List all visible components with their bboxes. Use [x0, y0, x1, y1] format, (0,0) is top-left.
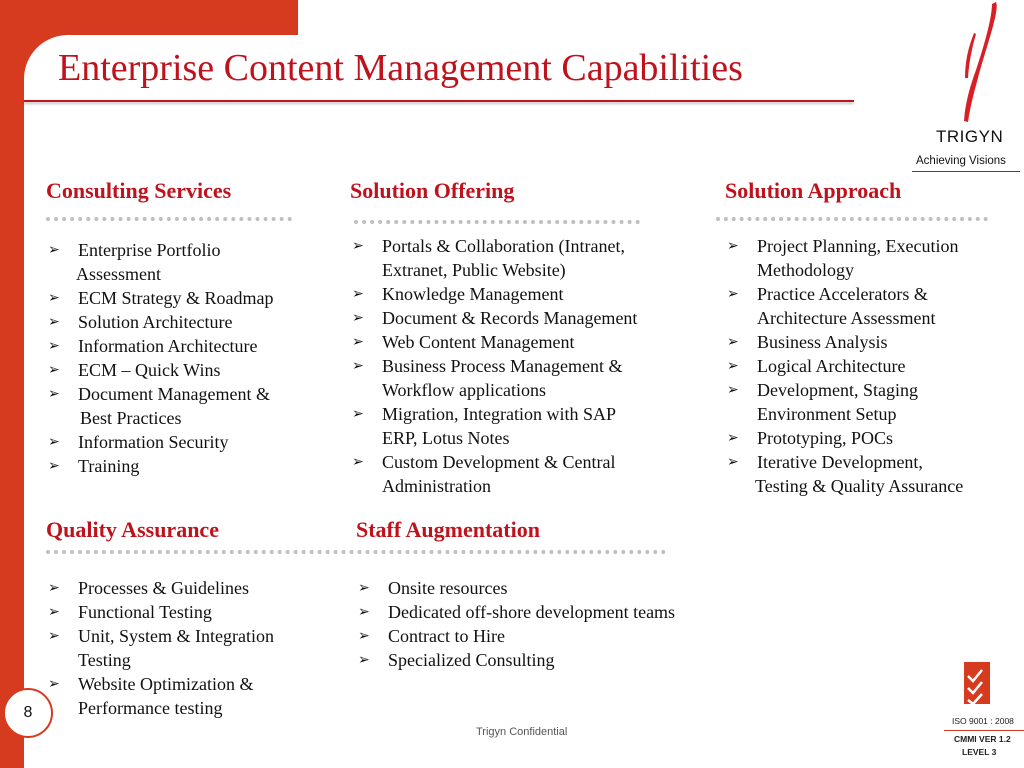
logo-name: TRIGYN — [936, 127, 1004, 146]
list-item: ➢ Training — [48, 456, 140, 476]
list-item-continuation: Assessment — [76, 264, 161, 284]
section-title-consulting: Consulting Services — [46, 178, 232, 203]
list-item-continuation: Testing — [78, 650, 131, 670]
arrowhead-bullet-icon: ➢ — [48, 314, 60, 330]
arrowhead-bullet-icon: ➢ — [352, 238, 364, 254]
list-item-continuation: Extranet, Public Website) — [382, 260, 566, 280]
section-title-quality-assurance: Quality Assurance — [46, 517, 219, 542]
iso-certification: ISO 9001 : 2008 — [952, 716, 1014, 726]
list-item: ➢ Document & Records Management — [352, 308, 638, 328]
list-item: ➢ ECM Strategy & Roadmap — [48, 288, 274, 308]
dotted-divider — [46, 217, 292, 221]
list-item: ➢ Custom Development & Central — [352, 452, 616, 472]
arrowhead-bullet-icon: ➢ — [48, 362, 60, 378]
arrowhead-bullet-icon: ➢ — [727, 334, 739, 350]
arrowhead-bullet-icon: ➢ — [727, 430, 739, 446]
arrowhead-bullet-icon: ➢ — [352, 310, 364, 326]
list-item-continuation: Methodology — [757, 260, 854, 280]
list-item: ➢ Information Architecture — [48, 336, 258, 356]
list-item: ➢ Portals & Collaboration (Intranet, — [352, 236, 625, 256]
section-title-staff-augmentation: Staff Augmentation — [356, 517, 540, 542]
trigyn-logo — [912, 0, 1024, 175]
list-item: ➢ Processes & Guidelines — [48, 578, 249, 598]
list-item: ➢ Migration, Integration with SAP — [352, 404, 616, 424]
list-item-continuation: Best Practices — [80, 408, 182, 428]
dotted-divider — [46, 550, 666, 554]
list-item-continuation: Architecture Assessment — [757, 308, 936, 328]
quality-system-badge-icon — [964, 662, 990, 704]
arrowhead-bullet-icon: ➢ — [358, 652, 370, 668]
arrowhead-bullet-icon: ➢ — [48, 338, 60, 354]
arrowhead-bullet-icon: ➢ — [358, 580, 370, 596]
list-item-continuation: Environment Setup — [757, 404, 897, 424]
arrowhead-bullet-icon: ➢ — [727, 286, 739, 302]
list-item: ➢ Document Management & — [48, 384, 270, 404]
list-item: ➢ Knowledge Management — [352, 284, 564, 304]
list-item: ➢ Website Optimization & — [48, 674, 254, 694]
list-item-continuation: Administration — [382, 476, 491, 496]
section-title-solution-approach: Solution Approach — [725, 178, 902, 203]
cmmi-version: CMMI VER 1.2 — [954, 734, 1011, 744]
list-item: ➢ Project Planning, Execution — [727, 236, 959, 256]
consulting-list — [46, 238, 336, 478]
arrowhead-bullet-icon: ➢ — [358, 628, 370, 644]
list-item: ➢ Specialized Consulting — [358, 650, 555, 670]
arrowhead-bullet-icon: ➢ — [48, 290, 60, 306]
list-item-continuation: Performance testing — [78, 698, 223, 718]
slide-title: Enterprise Content Management Capabilities — [58, 47, 743, 89]
list-item-continuation: Testing & Quality Assurance — [755, 476, 964, 496]
list-item: ➢ Solution Architecture — [48, 312, 233, 332]
list-item: ➢ Unit, System & Integration — [48, 626, 274, 646]
arrowhead-bullet-icon: ➢ — [48, 242, 60, 258]
list-item: ➢ Enterprise Portfolio — [48, 240, 221, 260]
list-item: ➢ Business Analysis — [727, 332, 888, 352]
arrowhead-bullet-icon: ➢ — [48, 628, 60, 644]
list-item: ➢ Web Content Management — [352, 332, 575, 352]
arrowhead-bullet-icon: ➢ — [352, 286, 364, 302]
quality-assurance-list — [46, 576, 336, 720]
arrowhead-bullet-icon: ➢ — [358, 604, 370, 620]
red-frame-top — [0, 0, 298, 35]
list-item: ➢ Logical Architecture — [727, 356, 906, 376]
certification-badge — [944, 660, 1024, 768]
logo-underline — [912, 171, 1020, 172]
list-item: ➢ Business Process Management & — [352, 356, 623, 376]
list-item: ➢ Functional Testing — [48, 602, 212, 622]
arrowhead-bullet-icon: ➢ — [727, 382, 739, 398]
arrowhead-bullet-icon: ➢ — [48, 580, 60, 596]
arrowhead-bullet-icon: ➢ — [48, 604, 60, 620]
certification-divider — [944, 730, 1024, 731]
arrowhead-bullet-icon: ➢ — [352, 454, 364, 470]
arrowhead-bullet-icon: ➢ — [352, 358, 364, 374]
arrowhead-bullet-icon: ➢ — [727, 454, 739, 470]
solution-approach-list — [725, 234, 1021, 498]
list-item: ➢ Development, Staging — [727, 380, 918, 400]
list-item: ➢ Information Security — [48, 432, 229, 452]
footer-confidential: Trigyn Confidential — [476, 726, 568, 738]
logo-tagline: Achieving Visions — [916, 155, 1006, 167]
arrowhead-bullet-icon: ➢ — [352, 406, 364, 422]
page-number: 8 — [3, 688, 53, 738]
solution-offering-list — [350, 234, 710, 498]
arrowhead-bullet-icon: ➢ — [48, 386, 60, 402]
section-title-solution-offering: Solution Offering — [350, 178, 515, 203]
list-item: ➢ Iterative Development, — [727, 452, 923, 472]
list-item: ➢ Practice Accelerators & — [727, 284, 928, 304]
title-underline — [24, 100, 854, 102]
list-item: ➢ Contract to Hire — [358, 626, 505, 646]
arrowhead-bullet-icon: ➢ — [727, 238, 739, 254]
cmmi-level: LEVEL 3 — [962, 747, 997, 757]
arrowhead-bullet-icon: ➢ — [48, 676, 60, 692]
arrowhead-bullet-icon: ➢ — [48, 458, 60, 474]
list-item: ➢ ECM – Quick Wins — [48, 360, 221, 380]
arrowhead-bullet-icon: ➢ — [48, 434, 60, 450]
list-item-continuation: ERP, Lotus Notes — [382, 428, 510, 448]
arrowhead-bullet-icon: ➢ — [352, 334, 364, 350]
arrowhead-bullet-icon: ➢ — [727, 358, 739, 374]
list-item: ➢ Dedicated off-shore development teams — [358, 602, 676, 622]
dotted-divider — [354, 220, 640, 224]
dotted-divider — [716, 217, 988, 221]
list-item-continuation: Workflow applications — [382, 380, 547, 400]
staff-augmentation-list — [356, 576, 756, 672]
brush-stroke-logo-icon — [948, 0, 1008, 125]
list-item: ➢ Onsite resources — [358, 578, 508, 598]
list-item: ➢ Prototyping, POCs — [727, 428, 894, 448]
